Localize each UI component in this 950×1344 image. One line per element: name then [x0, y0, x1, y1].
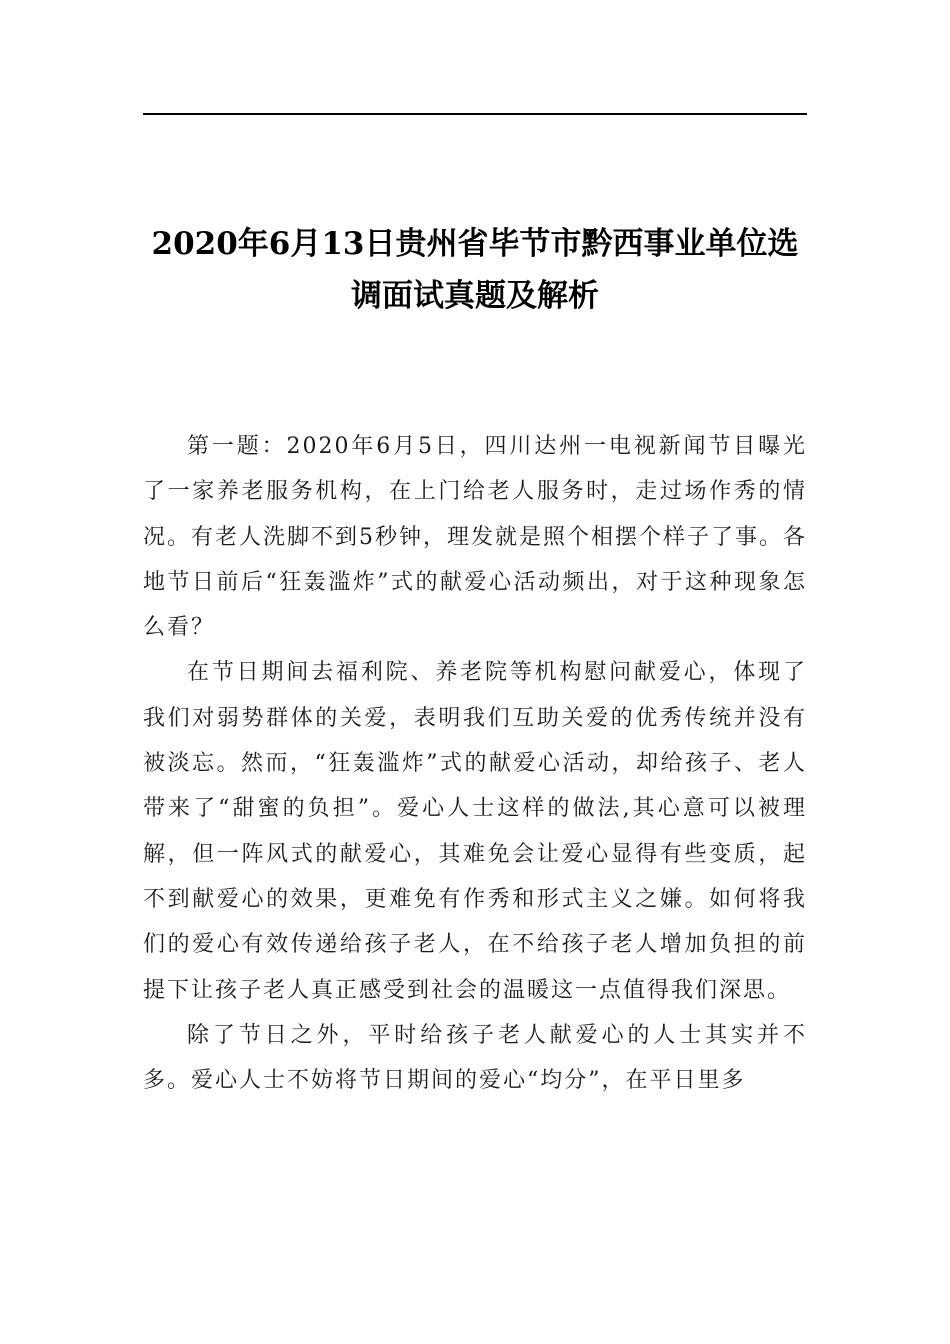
document-body	[143, 424, 807, 1103]
paragraph-answer-1: 在节日期间去福利院、养老院等机构慰问献爱心，体现了我们对弱势群体的关爱，表明我们互助关爱的优秀传统并没有被淡忘。然而，“狂轰滥炸”式的献爱心活动，却给孩子、老人带来了“甜蜜的负担”。爱心人士这样的做法,其心意可以被理解，但一阵风式的献爱心，其难免会让爱心显得有些变质，起不到献爱心的效果，更难免有作秀和形式主义之嫌。如何将我们的爱心有效传递给孩子老人，在不给孩子老人增加负担的前提下让孩子老人真正感受到社会的温暖这一点值得我们深思。	[143, 660, 807, 1003]
paragraph-answer-2: 除了节日之外，平时给孩子老人献爱心的人士其实并不多。爱心人士不妨将节日期间的爱心“均分”，在平日里多	[143, 1022, 807, 1094]
header-rule	[143, 113, 807, 115]
paragraph-question-1: 第一题：2020年6月5日，四川达州一电视新闻节目曝光了一家养老服务机构，在上门给老人服务时，走过场作秀的情况。有老人洗脚不到5秒钟，理发就是照个相摆个样子了事。各地节日前后“狂轰滥炸”式的献爱心活动频出，对于这种现象怎么看？	[143, 434, 807, 641]
document-title: 2020年6月13日贵州省毕节市黔西事业单位选调面试真题及解析	[151, 226, 799, 314]
